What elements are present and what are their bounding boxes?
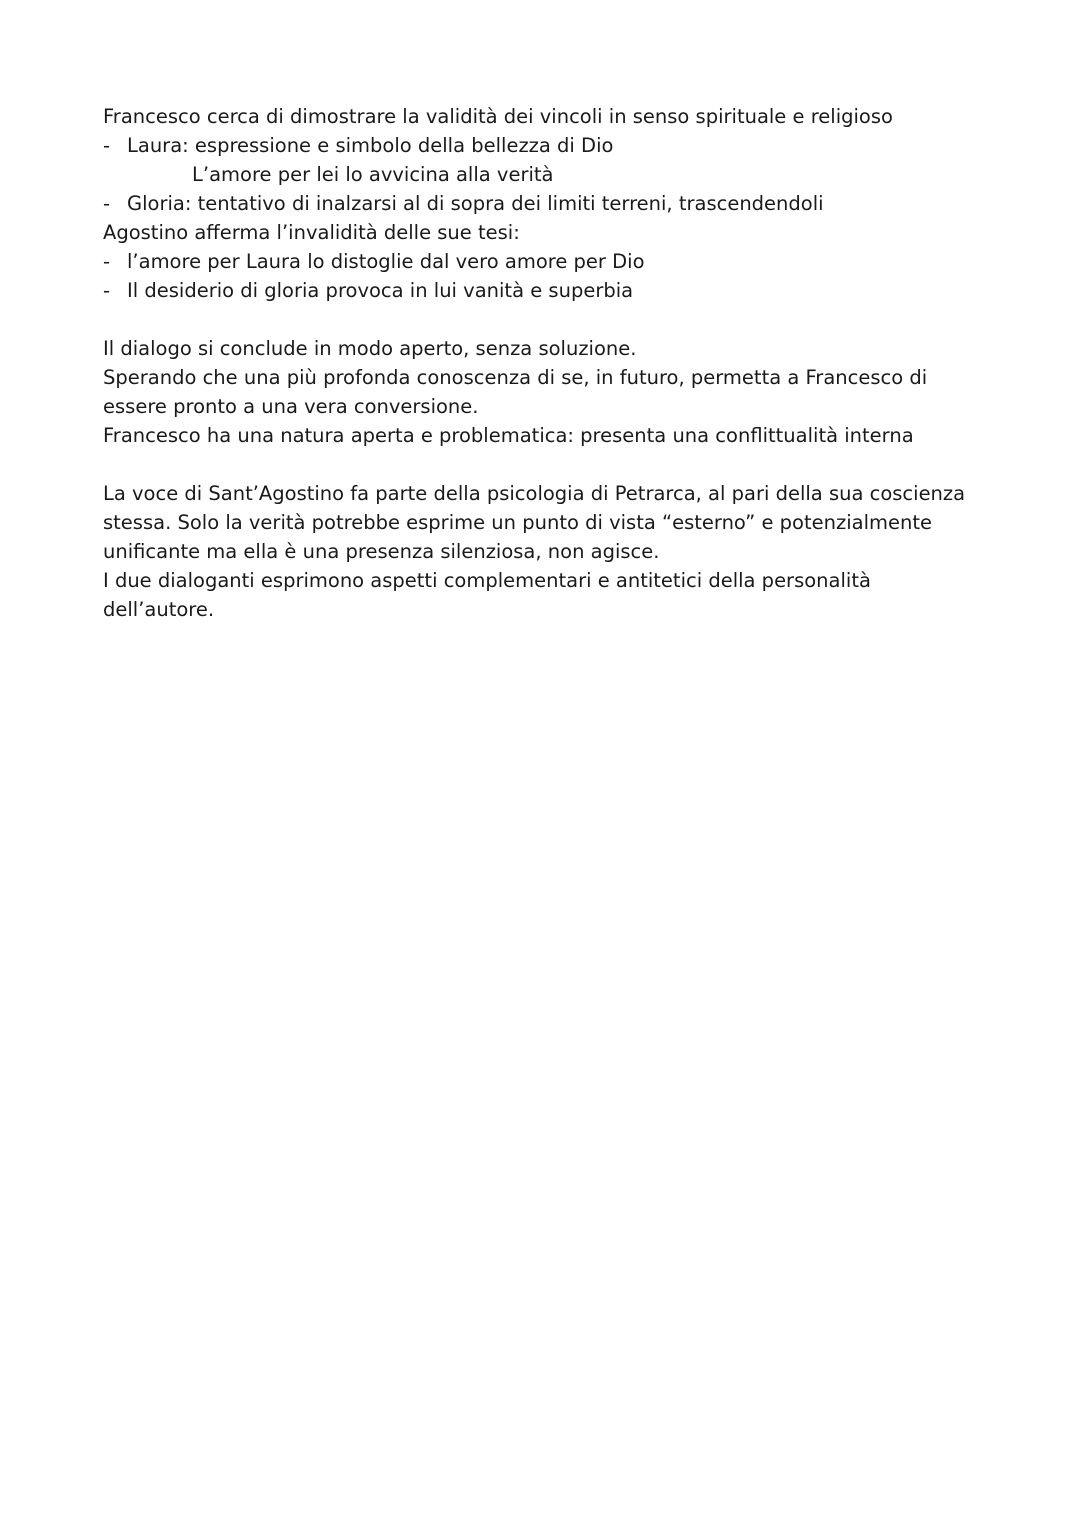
section-agostino-rebuttal xyxy=(103,218,1003,305)
paragraph-line: Agostino afferma l’invalidità delle sue tesi: xyxy=(103,221,520,244)
paragraph-line: I due dialoganti esprimono aspetti complementari e antitetici della personalità xyxy=(103,569,871,592)
section-dialogue-conclusion xyxy=(103,334,1003,450)
dash-bullet: - xyxy=(103,192,111,215)
dash-bullet: - xyxy=(103,279,111,302)
paragraph-gap xyxy=(103,305,1003,334)
list-item-amore xyxy=(103,247,1003,276)
paragraph-line: stessa. Solo la verità potrebbe esprime un punto di vista “esterno” e potenzialmente xyxy=(103,511,932,534)
list-item-text: Gloria: tentativo di inalzarsi al di sopra dei limiti terreni, trascendendoli xyxy=(127,192,824,215)
section-agostino-voice xyxy=(103,479,1003,624)
paragraph-line: La voce di Sant’Agostino fa parte della psicologia di Petrarca, al pari della sua coscienza xyxy=(103,482,966,505)
paragraph-line: dell’autore. xyxy=(103,598,215,621)
paragraph-line: Francesco cerca di dimostrare la validità dei vincoli in senso spirituale e religioso xyxy=(103,105,893,128)
section-francesco-arguments xyxy=(103,102,1003,218)
paragraph-gap xyxy=(103,450,1003,479)
list-item-text: Laura: espressione e simbolo della bellezza di Dio xyxy=(127,134,614,157)
paragraph-line: Il dialogo si conclude in modo aperto, senza soluzione. xyxy=(103,337,637,360)
paragraph-line: Francesco ha una natura aperta e problematica: presenta una conflittualità interna xyxy=(103,424,914,447)
document-body xyxy=(103,102,1003,624)
paragraph-line: Sperando che una più profonda conoscenza di se, in futuro, permetta a Francesco di xyxy=(103,366,928,389)
list-item-text: l’amore per Laura lo distoglie dal vero amore per Dio xyxy=(127,250,645,273)
dash-bullet: - xyxy=(103,134,111,157)
dash-bullet: - xyxy=(103,250,111,273)
paragraph-line: essere pronto a una vera conversione. xyxy=(103,395,479,418)
paragraph-line: unificante ma ella è una presenza silenziosa, non agisce. xyxy=(103,540,660,563)
list-item-gloria xyxy=(103,189,1003,218)
list-item-laura xyxy=(103,131,1003,160)
list-item-text: Il desiderio di gloria provoca in lui vanità e superbia xyxy=(127,279,634,302)
list-item-subline: L’amore per lei lo avvicina alla verità xyxy=(192,163,554,186)
list-item-gloria-desiderio xyxy=(103,276,1003,305)
